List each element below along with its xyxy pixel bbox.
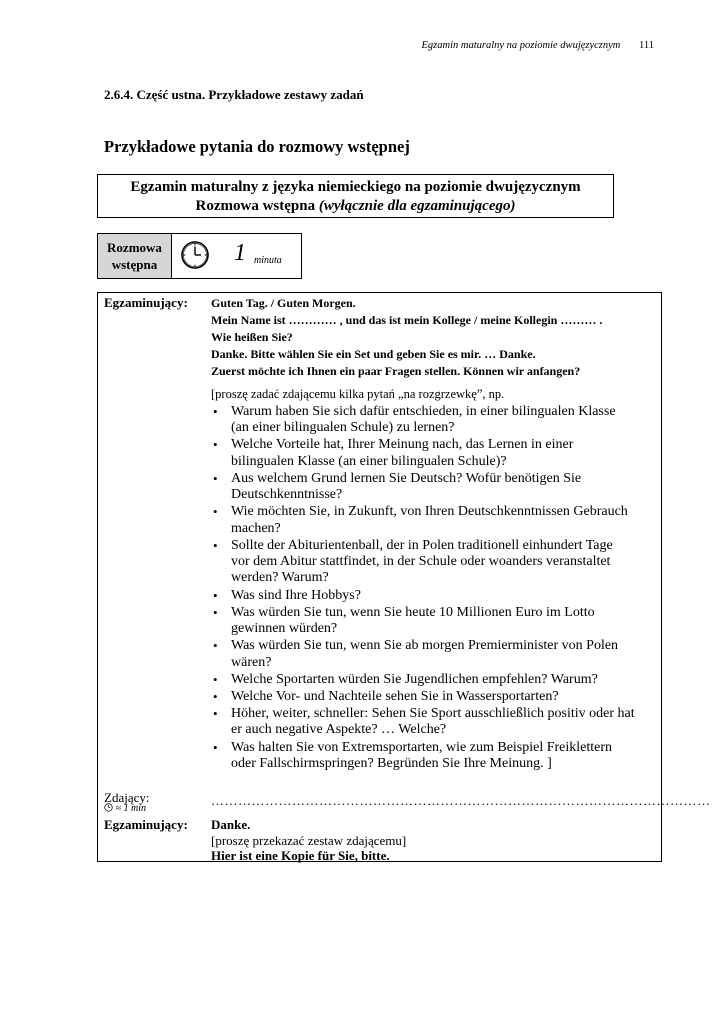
page-title: Przykładowe pytania do rozmowy wstępnej — [104, 137, 410, 156]
running-header — [421, 40, 654, 51]
question-line: machen? — [231, 520, 281, 536]
question-item — [211, 672, 657, 688]
question-line: wären? — [231, 654, 272, 670]
running-title: Egzamin maturalny na poziomie dwujęzycznym — [421, 40, 621, 51]
question-item — [211, 538, 657, 587]
question-item — [211, 706, 657, 739]
question-line: • Was würden Sie tun, wenn Sie heute 10 Millionen Euro im Lotto — [231, 604, 595, 620]
question-line: • Was sind Ihre Hobbys? — [231, 587, 361, 603]
question-list — [211, 403, 657, 772]
question-line: • Aus welchem Grund lernen Sie Deutsch? Wofür benötigen Sie — [231, 470, 582, 486]
exam-title-line2 — [98, 197, 613, 216]
exam-title-line1: Egzamin maturalny z języka niemieckiego na poziomie dwujęzycznym — [130, 179, 581, 195]
question-line: • Was halten Sie von Extremsportarten, wie zum Beispiel Freiklettern — [231, 739, 613, 755]
instruction-note: [proszę zadać zdającemu kilka pytań „na rozgrzewkę”, np. — [211, 387, 505, 401]
question-item — [211, 471, 657, 504]
question-line: bilingualen Klasse (an einer bilingualen Schule)? — [231, 453, 507, 469]
exam-title-box — [97, 174, 614, 218]
question-item — [211, 740, 657, 773]
time-label-line1: Rozmowa — [107, 240, 162, 255]
question-line: • Wie möchten Sie, in Zukunft, von Ihren Deutschkenntnissen Gebrauch — [231, 504, 628, 520]
clock-icon — [104, 803, 113, 812]
opening-line: Danke. Bitte wählen Sie ein Set und geben Sie es mir. … Danke. — [211, 347, 536, 361]
question-line: • Welche Sportarten würden Sie Jugendlichen empfehlen? Warum? — [231, 671, 598, 687]
question-line: Deutschkenntnisse? — [231, 487, 343, 503]
question-line: • Was würden Sie tun, wenn Sie ab morgen Premierminister von Polen — [231, 638, 619, 654]
opening-lines — [211, 295, 602, 380]
question-item — [211, 504, 657, 537]
question-line: er auch negative Aspekte? … Welche? — [231, 722, 447, 738]
student-label: Zdający: — [104, 790, 150, 805]
question-line: • Warum haben Sie sich dafür entschieden, in einer bilingualen Klasse — [231, 403, 616, 419]
closing-final: Hier ist eine Kopie für Sie, bitte. — [211, 848, 390, 863]
question-line: vor dem Abitur stattfindet, in der Schule oder woanders veranstaltet — [231, 554, 611, 570]
clock-icon — [180, 240, 210, 270]
opening-line: Guten Tag. / Guten Morgen. — [211, 296, 356, 310]
time-box — [97, 233, 302, 279]
opening-line: Mein Name ist ………… , und das ist mein Kollege / meine Kollegin ……… . — [211, 313, 603, 327]
question-line: • Welche Vorteile hat, Ihrer Meinung nach, das Lernen in einer — [231, 437, 574, 453]
question-line: oder Fallschirmspringen? Begründen Sie Ihre Meinung. ] — [231, 755, 552, 771]
question-item — [211, 605, 657, 638]
exam-title-note: (wyłącznie dla egzaminującego) — [318, 198, 516, 214]
duration-value: 1 — [234, 240, 246, 266]
duration-unit: minuta — [254, 255, 282, 266]
opening-line: Wie heißen Sie? — [211, 330, 293, 344]
student-answer-placeholder: ………………………………………………………………………………………………… — [211, 793, 711, 808]
examiner-label: Egzaminujący: — [104, 295, 188, 310]
question-line: • Welche Vor- und Nachteile sehen Sie in Wassersportarten? — [231, 688, 559, 704]
question-line: (an einer bilingualen Schule) zu lernen? — [231, 420, 455, 436]
page-number: 111 — [639, 40, 654, 51]
closing-examiner-label: Egzaminujący: — [104, 817, 188, 832]
student-time-note — [104, 803, 146, 814]
question-item — [211, 588, 657, 604]
question-item — [211, 437, 657, 470]
section-title: 2.6.4. Część ustna. Przykładowe zestawy zadań — [104, 87, 364, 102]
closing-thanks: Danke. — [211, 817, 251, 832]
dialog-box — [97, 292, 711, 863]
time-box-label — [98, 234, 172, 278]
question-line: gewinnen würden? — [231, 621, 338, 637]
time-box-duration — [172, 234, 301, 278]
time-label-line2: wstępna — [111, 257, 158, 272]
closing-instruction: [proszę przekazać zestaw zdającemu] — [211, 832, 407, 848]
question-item — [211, 689, 657, 705]
student-time: ≈ 1 min — [115, 803, 146, 814]
exam-title-main: Rozmowa wstępna — [195, 198, 316, 214]
opening-line: Zuerst möchte ich Ihnen ein paar Fragen stellen. Können wir anfangen? — [211, 364, 581, 378]
question-line: • Höher, weiter, schneller: Sehen Sie Sport ausschließlich positiv oder hat — [231, 706, 635, 722]
question-line: werden? Warum? — [231, 570, 329, 586]
question-item — [211, 404, 657, 437]
question-line: • Sollte der Abiturientenball, der in Polen traditionell einhundert Tage — [231, 537, 613, 553]
question-item — [211, 638, 657, 671]
closing-lines — [211, 817, 406, 864]
